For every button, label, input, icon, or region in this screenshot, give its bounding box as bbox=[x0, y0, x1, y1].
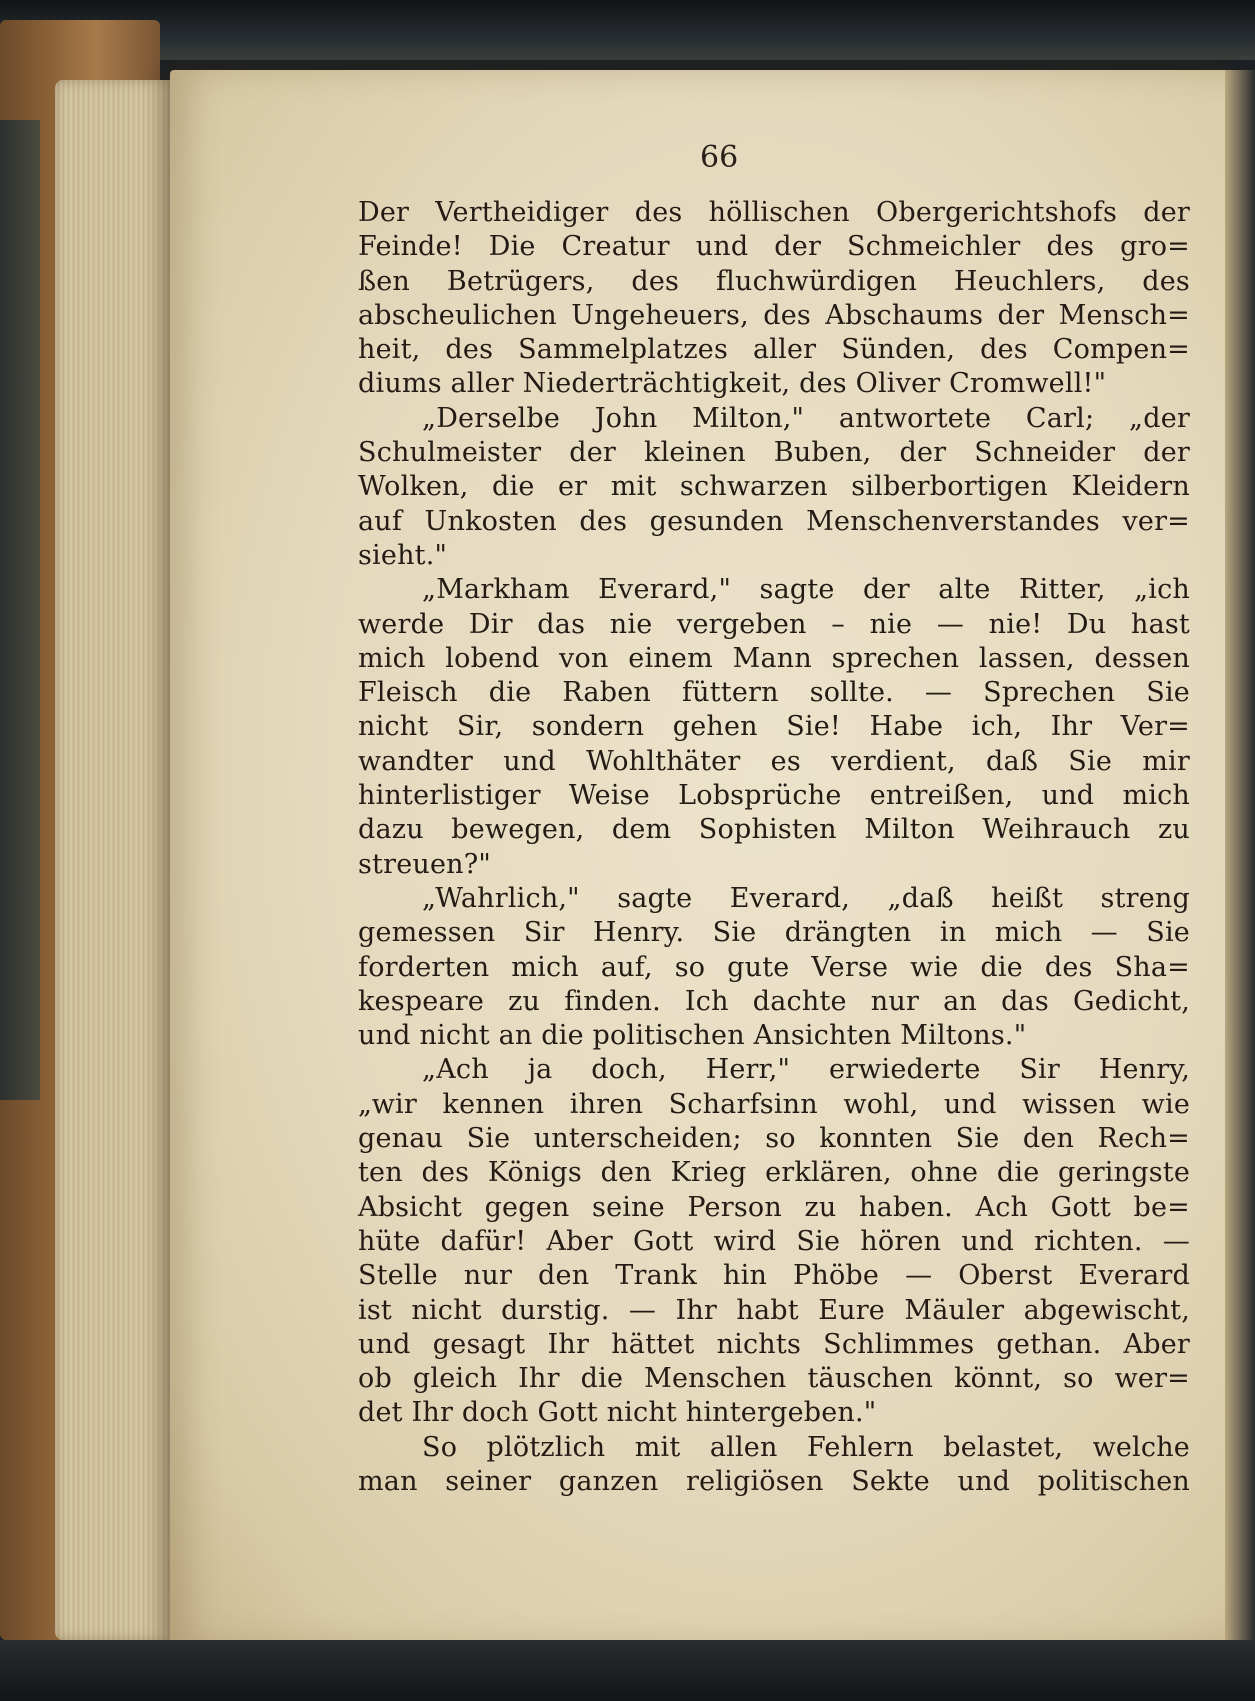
page-gutter-shadow bbox=[1225, 70, 1255, 1645]
text-line: ßen Betrügers, des fluchwürdigen Heuchlers, des bbox=[358, 265, 1190, 297]
text-line: hinterlistiger Weise Lobsprüche entreißen, und mich bbox=[358, 780, 1190, 812]
text-line: „Derselbe John Milton," antwortete Carl; „der bbox=[422, 402, 1190, 434]
text-line: nicht Sir, sondern gehen Sie! Habe ich, Ihr Ver= bbox=[358, 711, 1190, 743]
page-number: 66 bbox=[700, 140, 739, 175]
text-line: So plötzlich mit allen Fehlern belastet, welche bbox=[422, 1431, 1190, 1463]
text-line: Der Vertheidiger des höllischen Obergerichtshofs der bbox=[358, 197, 1190, 228]
text-line: ten des Königs den Krieg erklären, ohne die geringste bbox=[358, 1157, 1190, 1189]
text-line: Absicht gegen seine Person zu haben. Ach Gott be= bbox=[358, 1191, 1190, 1223]
text-line: ist nicht durstig. — Ihr habt Eure Mäuler abgewischt, bbox=[358, 1294, 1190, 1326]
text-line: dazu bewegen, dem Sophisten Milton Weihrauch zu bbox=[358, 814, 1190, 846]
text-line: Wolken, die er mit schwarzen silberbortigen Kleidern bbox=[358, 471, 1190, 503]
text-line: gemessen Sir Henry. Sie drängten in mich — Sie bbox=[358, 917, 1190, 949]
text-line: „Ach ja doch, Herr," erwiederte Sir Henry, bbox=[422, 1054, 1190, 1086]
text-line: „wir kennen ihren Scharfsinn wohl, und wissen wie bbox=[358, 1088, 1190, 1120]
text-line: kespeare zu finden. Ich dachte nur an das Gedicht, bbox=[358, 985, 1190, 1017]
text-line: hüte dafür! Aber Gott wird Sie hören und richten. — bbox=[358, 1225, 1190, 1257]
text-line: forderten mich auf, so gute Verse wie die des Sha= bbox=[358, 951, 1190, 983]
text-line: genau Sie unterscheiden; so konnten Sie den Rech= bbox=[358, 1123, 1190, 1155]
text-line: sieht." bbox=[358, 539, 448, 571]
text-line: Fleisch die Raben füttern sollte. — Sprechen Sie bbox=[358, 677, 1190, 709]
text-line: Stelle nur den Trank hin Phöbe — Oberst Everard bbox=[358, 1260, 1190, 1292]
text-line: Schulmeister der kleinen Buben, der Schneider der bbox=[358, 437, 1190, 469]
text-line: werde Dir das nie vergeben – nie — nie! Du hast bbox=[358, 608, 1190, 640]
text-line: Feinde! Die Creatur und der Schmeichler des gro= bbox=[358, 231, 1190, 263]
text-line: abscheulichen Ungeheuers, des Abschaums der Mensch= bbox=[358, 299, 1190, 331]
text-line: diums aller Niederträchtigkeit, des Oliver Cromwell!" bbox=[358, 368, 1107, 400]
text-line: heit, des Sammelplatzes aller Sünden, des Compen= bbox=[358, 334, 1190, 366]
scan-background-bottom bbox=[0, 1640, 1255, 1701]
text-line: „Wahrlich," sagte Everard, „daß heißt streng bbox=[422, 882, 1190, 914]
scan-background-top bbox=[0, 0, 1255, 60]
text-line: ob gleich Ihr die Menschen täuschen könnt, so wer= bbox=[358, 1363, 1190, 1395]
text-line: und gesagt Ihr hättet nichts Schlimmes gethan. Aber bbox=[358, 1328, 1190, 1360]
text-line: wandter und Wohlthäter es verdient, daß Sie mir bbox=[358, 745, 1190, 777]
text-line: det Ihr doch Gott nicht hintergeben." bbox=[358, 1397, 877, 1429]
page-text-block bbox=[358, 196, 1190, 1499]
text-line: „Markham Everard," sagte der alte Ritter, „ich bbox=[422, 574, 1190, 606]
text-line: man seiner ganzen religiösen Sekte und politischen bbox=[358, 1465, 1190, 1497]
text-line: und nicht an die politischen Ansichten Miltons." bbox=[358, 1020, 1027, 1052]
text-line: streuen?" bbox=[358, 848, 492, 880]
text-line: mich lobend von einem Mann sprechen lassen, dessen bbox=[358, 642, 1190, 674]
book-cover-spine-wear bbox=[0, 120, 40, 1100]
text-line: auf Unkosten des gesunden Menschenverstandes ver= bbox=[358, 505, 1190, 537]
